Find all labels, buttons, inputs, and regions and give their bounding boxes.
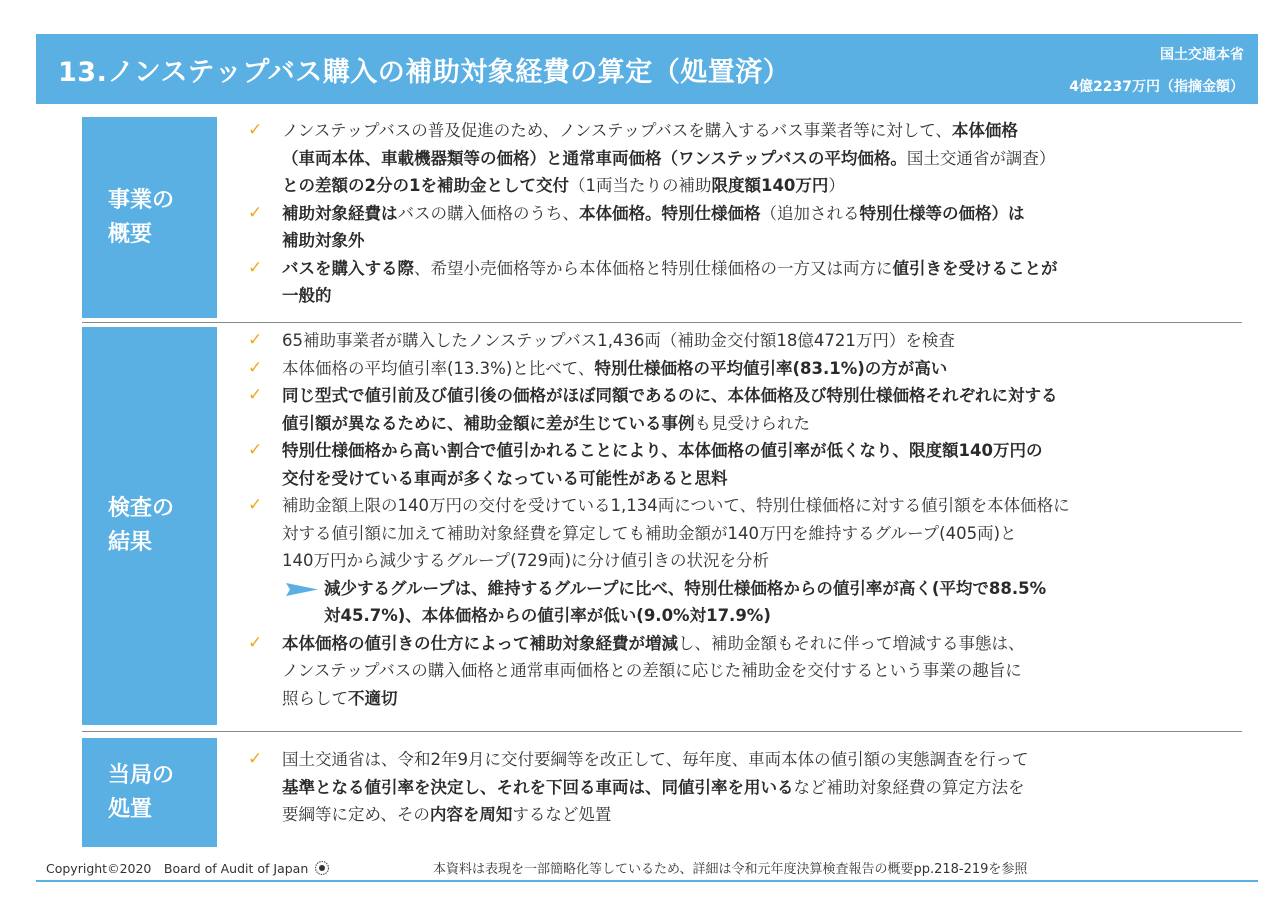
list-item: ✓ 国土交通省は、令和2年9月に交付要綱等を改正して、毎年度、車両本体の値引額の実態調査を行って 基準となる値引率を決定し、それを下回る車両は、同値引率を用いるなど補助対象経費の算定方法を 要綱等に定め、その内容を周知するなど処置 [248,746,1238,829]
page-title: 13.ノンステップバス購入の補助対象経費の算定（処置済） [58,57,791,88]
list-item: ✓ 特別仕様価格から高い割合で値引かれることにより、本体価格の値引率が低くなり、限度額140万円の 交付を受けている車両が多くなっている可能性があると思料 [248,437,1238,492]
overview-content [248,117,1238,310]
list-item: ✓ 本体価格の値引きの仕方によって補助対象経費が増減し、補助金額もそれに伴って増減する事態は、 ノンステップバスの購入価格と通常車両価格との差額に応じた補助金を交付するという事業の趣旨に 照らして不適切 [248,630,1238,713]
section-label-result: 検査の 結果 [82,327,217,725]
list-item: ✓ バスを購入する際、希望小売価格等から本体価格と特別仕様価格の一方又は両方に値引きを受けることが 一般的 [248,255,1238,310]
list-item: ✓ 同じ型式で値引前及び値引後の価格がほぼ同額であるのに、本体価格及び特別仕様価格それぞれに対する 値引額が異なるために、補助金額に差が生じている事例も見受けられた [248,382,1238,437]
check-icon: ✓ [248,495,263,515]
check-icon: ✓ [248,202,263,223]
section-divider [82,731,1242,732]
check-icon: ✓ [248,632,263,653]
board-emblem-icon [314,860,330,876]
check-icon: ✓ [248,357,263,378]
check-icon: ✓ [248,120,263,140]
list-item: ✓ 本体価格の平均値引率(13.3%)と比べて、特別仕様価格の平均値引率(83.1%)の方が高い [248,355,1238,383]
section-label-overview: 事業の 概要 [82,117,217,318]
check-icon: ✓ [248,749,263,769]
sub-finding: 減少するグループは、維持するグループに比べ、特別仕様価格からの値引率が高く(平均で88.5% 対45.7%)、本体価格からの値引率が低い(9.0%対17.9%) [248,575,1238,630]
title-banner [36,34,1258,104]
list-item: ✓ 65補助事業者が購入したノンステップバス1,436両（補助金交付額18億4721万円）を検査 [248,327,1238,355]
check-icon: ✓ [248,257,263,278]
list-item: ✓ ノンステップバスの普及促進のため、ノンステップバスを購入するバス事業者等に対して、本体価格 （車両本体、車載機器類等の価格）と通常車両価格（ワンステップバスの平均価格。国土交通省が調査） との差額の2分の1を補助金として交付（1両当たりの補助限度額140万円） [248,117,1238,200]
section-label-action: 当局の 処置 [82,738,217,847]
footer-divider [36,880,1258,882]
check-icon: ✓ [248,440,263,460]
check-icon: ✓ [248,330,263,350]
result-content [248,327,1238,712]
list-item: ✓ 補助金額上限の140万円の交付を受けている1,134両について、特別仕様価格に対する値引額を本体価格に 対する値引額に加えて補助対象経費を算定しても補助金額が140万円を維持するグループ(405両)と 140万円から減少するグループ(729両)に分け値引きの状況を分析 [248,492,1238,575]
check-icon: ✓ [248,385,263,405]
agency-label: 国土交通本省 [1160,47,1244,63]
pointed-amount: 4億2237万円（指摘金額） [1069,79,1244,95]
pointer-arrow-icon [286,583,318,596]
action-content [248,746,1238,829]
section-divider [82,322,1242,323]
list-item: ✓ 補助対象経費はバスの購入価格のうち、本体価格。特別仕様価格（追加される特別仕様等の価格）は 補助対象外 [248,200,1238,255]
copyright: Copyright©2020 Board of Audit of Japan [46,859,330,877]
footer-note: 本資料は表現を一部簡略化等しているため、詳細は令和元年度決算検査報告の概要pp.218-219を参照 [433,862,1028,877]
